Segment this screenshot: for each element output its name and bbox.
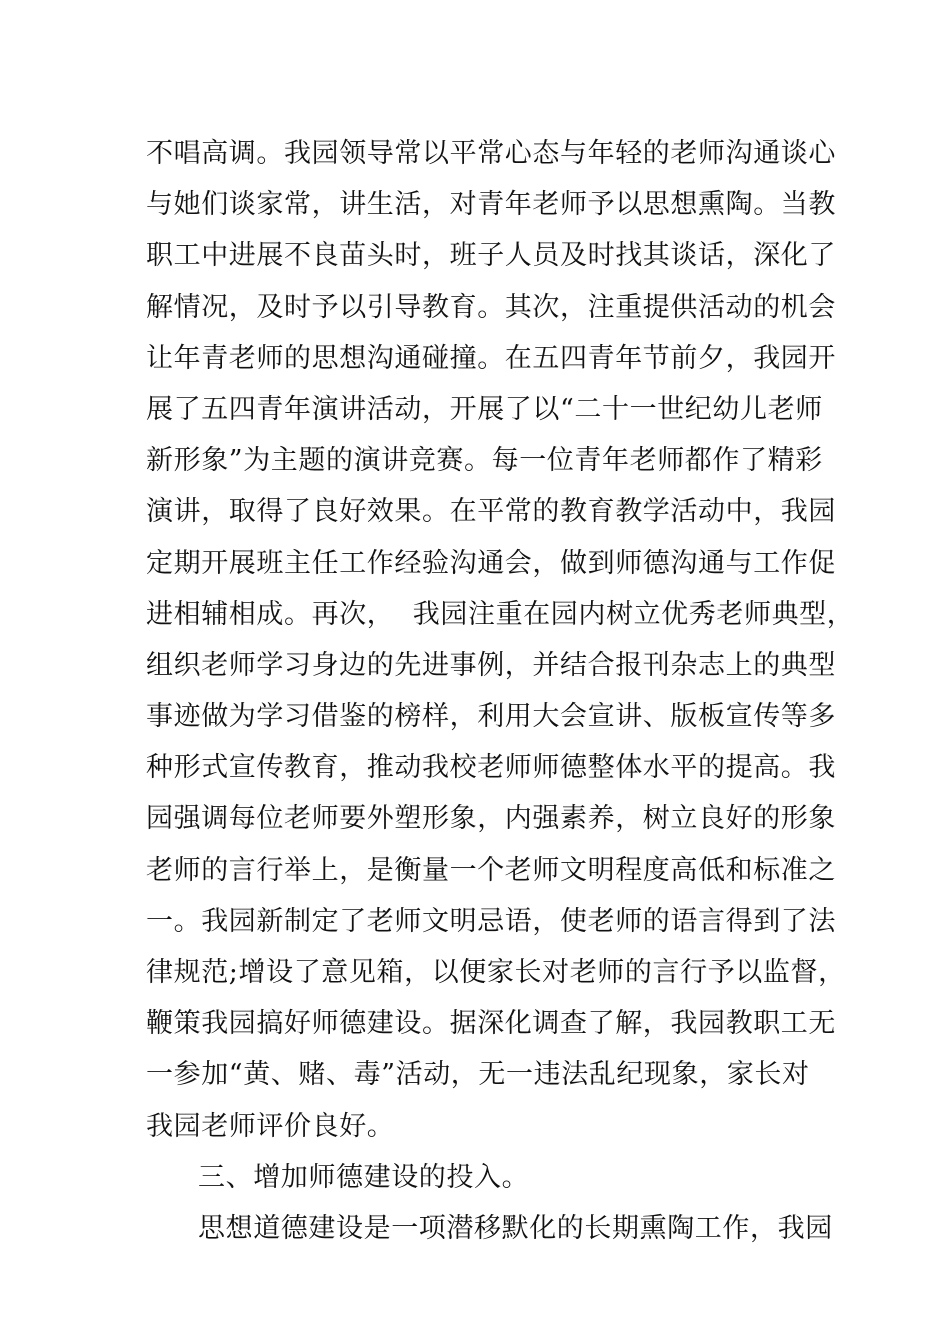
paragraph-line: 事迹做为学习借鉴的榜样，利用大会宣讲、版板宣传等多	[146, 701, 836, 733]
paragraph-line: 老师的言行举上，是衡量一个老师文明程度高低和标准之	[146, 854, 836, 886]
document-body	[146, 128, 855, 1254]
paragraph-line: 新形象”为主题的演讲竞赛。每一位青年老师都作了精彩	[146, 445, 823, 477]
paragraph-line: 种形式宣传教育，推动我校老师师德整体水平的提高。我	[146, 752, 836, 784]
paragraph-line: 展了五四青年演讲活动，开展了以“二十一世纪幼儿老师	[146, 393, 823, 425]
paragraph-line: 解情况，及时予以引导教育。其次，注重提供活动的机会	[146, 291, 836, 323]
paragraph-line: 不唱高调。我园领导常以平常心态与年轻的老师沟通谈心	[146, 138, 836, 169]
paragraph-line: 组织老师学习身边的先进事例，并结合报刊杂志上的典型	[146, 649, 836, 681]
paragraph-line: 一。我园新制定了老师文明忌语，使老师的语言得到了法	[146, 905, 836, 937]
paragraph-line: 与她们谈家常，讲生活，对青年老师予以思想熏陶。当教	[146, 189, 836, 221]
paragraph-line: 进相辅相成。再次， 我园注重在园内树立优秀老师典型，	[146, 598, 855, 630]
paragraph-line: 思想道德建设是一项潜移默化的长期熏陶工作，我园	[198, 1212, 833, 1244]
paragraph-line: 园强调每位老师要外塑形象，内强素养，树立良好的形象	[146, 803, 836, 835]
paragraph-line: 演讲，取得了良好效果。在平常的教育教学活动中，我园	[146, 496, 836, 528]
paragraph-line: 让年青老师的思想沟通碰撞。在五四青年节前夕，我园开	[146, 342, 836, 374]
paragraph-line: 鞭策我园搞好师德建设。据深化调查了解，我园教职工无	[146, 1008, 836, 1040]
paragraph-line: 一参加“黄、赌、毒”活动，无一违法乱纪现象，家长对	[146, 1059, 810, 1091]
section-heading: 三、增加师德建设的投入。	[198, 1161, 530, 1193]
paragraph-line: 律规范;增设了意见箱，以便家长对老师的言行予以监督，	[146, 957, 846, 988]
paragraph-line: 我园老师评价良好。	[146, 1110, 395, 1142]
paragraph-line: 定期开展班主任工作经验沟通会，做到师德沟通与工作促	[146, 547, 836, 579]
paragraph-line: 职工中进展不良苗头时，班子人员及时找其谈话，深化了	[146, 240, 836, 272]
